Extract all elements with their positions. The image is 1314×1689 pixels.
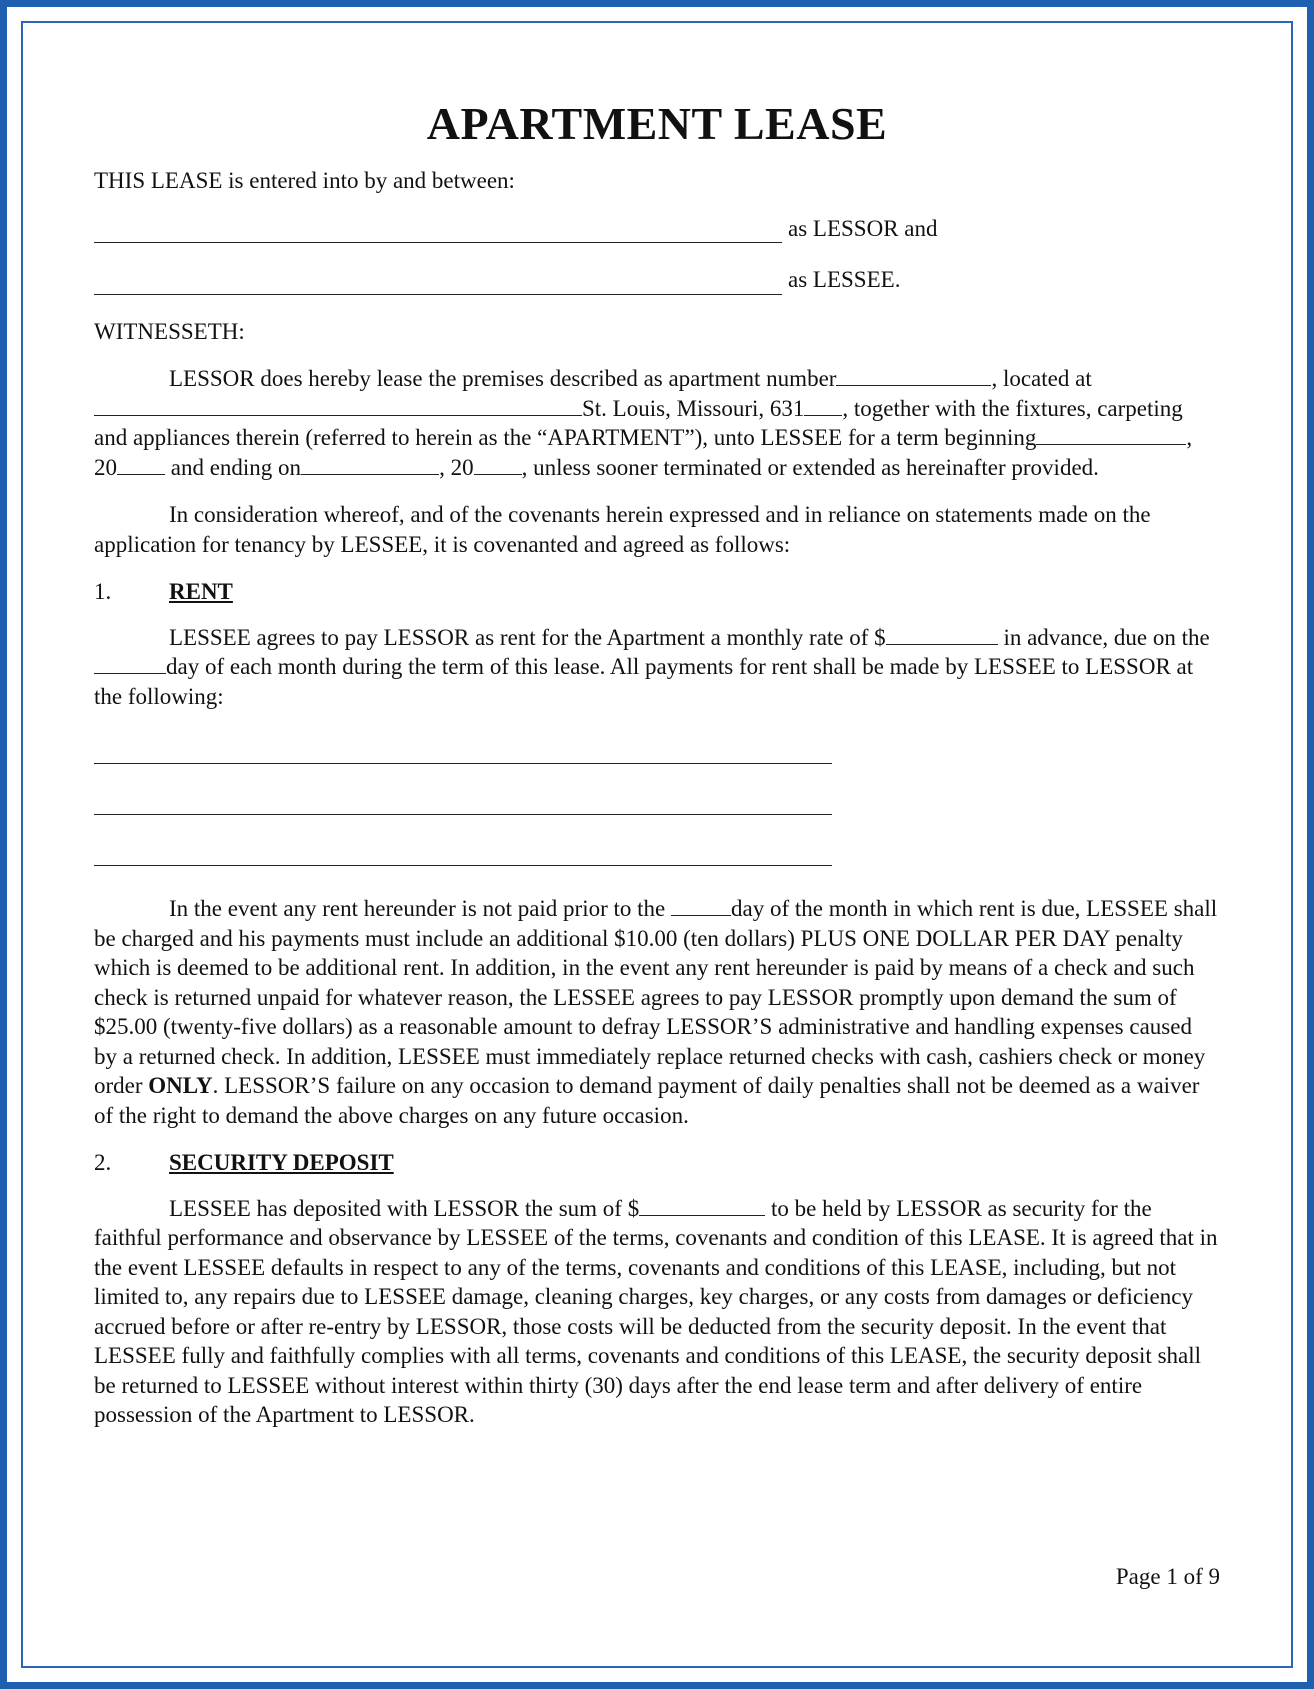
premises-paragraph <box>94 364 1220 482</box>
witnesseth-heading: WITNESSETH: <box>94 318 245 344</box>
deposit-text-1a: LESSEE has deposited with LESSOR the sum of $ <box>169 1195 640 1221</box>
section-number: 1. <box>94 579 112 604</box>
term-start-blank[interactable] <box>1036 424 1186 445</box>
premises-text-5: , together with the fixtures, carpeting and appliances therein (referred to herein as the “APARTMENT”), unto LESSEE for a term beginning <box>94 395 1183 450</box>
lessee-party-row <box>94 265 1220 295</box>
payment-address-line-1[interactable] <box>94 739 832 764</box>
rent-text-2a: In the event any rent hereunder is not paid prior to the <box>169 896 672 921</box>
payment-address-lines <box>94 739 1220 866</box>
document-title: APARTMENT LEASE <box>426 98 888 149</box>
consideration-paragraph: In consideration whereof, and of the covenants herein expressed and in reliance on statements made on the application for tenancy by LESSEE, it is covenanted and agreed as follows: <box>94 502 1151 557</box>
rent-paragraph-1 <box>94 623 1220 712</box>
premises-text-4: St. Louis, Missouri, 631 <box>582 395 805 421</box>
premises-text-6: , 20 <box>94 425 1193 480</box>
deposit-amount-blank[interactable] <box>639 1195 765 1216</box>
section-number: 2. <box>94 1150 112 1175</box>
address-blank[interactable] <box>94 395 582 416</box>
lessor-suffix: as LESSOR and <box>788 215 938 241</box>
apartment-number-blank[interactable] <box>836 365 991 386</box>
monthly-rate-blank[interactable] <box>886 624 998 645</box>
lessee-suffix: as LESSEE. <box>788 267 901 292</box>
rent-text-1a: LESSEE agrees to pay LESSOR as rent for the Apartment a monthly rate of $ <box>169 624 886 650</box>
premises-text-1: LESSOR does hereby lease the premises described as apartment number <box>169 366 837 391</box>
term-end-year-blank[interactable] <box>474 454 522 475</box>
rent-text-1c: day of each month during the term of this lease. All payments for rent shall be made by LESSEE to LESSOR at the following: <box>94 654 1194 709</box>
lessor-name-blank[interactable] <box>94 218 782 243</box>
rent-text-1b: in advance, due on the <box>1003 624 1210 650</box>
intro-text: THIS LEASE is entered into by and between: <box>94 168 515 193</box>
section-deposit-heading <box>94 1148 1220 1178</box>
rent-text-2c: . LESSOR’S failure on any occasion to demand payment of daily penalties shall not be deemed as a waiver of the right to demand the above charges on any future occasion. <box>94 1073 1200 1128</box>
term-start-year-blank[interactable] <box>117 454 165 475</box>
lessor-party-row <box>94 214 1220 244</box>
premises-text-8: , 20 <box>439 454 474 480</box>
section-rent-heading <box>94 577 1220 607</box>
late-day-blank[interactable] <box>671 895 731 916</box>
payment-address-line-3[interactable] <box>94 841 832 866</box>
section-title: RENT <box>169 579 233 604</box>
document-page <box>94 90 1220 1430</box>
term-end-blank[interactable] <box>301 454 439 475</box>
payment-address-line-2[interactable] <box>94 790 832 815</box>
rent-text-2b: day of the month in which rent is due, LESSEE shall be charged and his payments must include an additional $10.00 (ten dollars) PLUS ONE DOLLAR PER DAY penalty which is deemed to be additional rent. In addition, in the event any rent hereunder is paid by means of a check and such check is returned unpaid for whatever reason, the LESSEE agrees to pay LESSOR promptly upon demand the sum of $25.00 (twenty-five dollars) as a reasonable amount to defray LESSOR’S administrative and handling expenses caused by a returned check. In addition, LESSEE must immediately replace returned checks with cash, cashiers check or money order <box>94 896 1218 1098</box>
rent-paragraph-2 <box>94 894 1220 1130</box>
premises-text-9: , unless sooner terminated or extended as hereinafter provided. <box>521 454 1099 480</box>
page-number: Page 1 of 9 <box>1115 1564 1220 1589</box>
lessee-name-blank[interactable] <box>94 270 782 295</box>
zip-blank[interactable] <box>804 395 842 416</box>
due-day-blank[interactable] <box>94 653 166 674</box>
section-title: SECURITY DEPOSIT <box>169 1150 394 1175</box>
premises-text-2: , <box>991 366 998 391</box>
premises-text-3: located at <box>1002 366 1092 391</box>
deposit-paragraph <box>94 1194 1220 1430</box>
only-emphasis: ONLY <box>148 1073 213 1098</box>
deposit-text-1b: to be held by LESSOR as security for the faithful performance and observance by LESSEE of the terms, covenants and condition of this LEASE. It is agreed that in the event LESSEE defaults in respect to any of the terms, covenants and conditions of this LEASE, including, but not limited to, any repairs due to LESSEE damage, cleaning charges, key charges, or any costs from damages or deficiency accrued before or after re-entry by LESSOR, those costs will be deducted from the security deposit. In the event that LESSEE fully and faithfully complies with all terms, covenants and conditions of this LEASE, the security deposit shall be returned to LESSEE without interest within thirty (30) days after the end lease term and after delivery of entire possession of the Apartment to LESSOR. <box>94 1195 1218 1427</box>
premises-text-7: and ending on <box>165 454 302 480</box>
